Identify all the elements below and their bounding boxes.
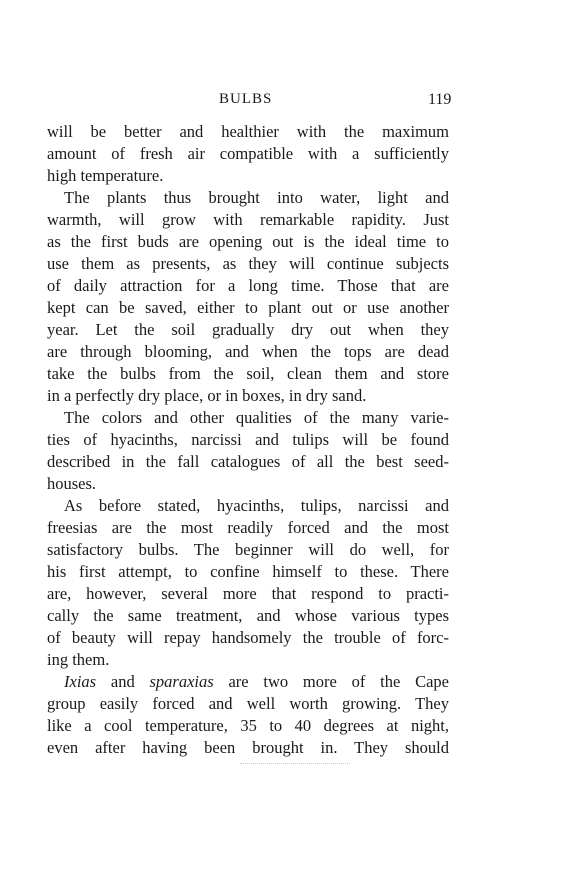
print-smudge bbox=[240, 763, 350, 766]
text-line: cally the same treatment, and whose various types bbox=[47, 606, 449, 625]
running-head-title: BULBS bbox=[219, 91, 273, 107]
text-line: take the bulbs from the soil, clean them and store bbox=[47, 364, 449, 383]
text-line: ing them. bbox=[47, 650, 110, 669]
text-line: The colors and other qualities of the many varie- bbox=[64, 408, 449, 427]
page-number: 119 bbox=[428, 91, 452, 108]
text-line: in a perfectly dry place, or in boxes, in dry sand. bbox=[47, 386, 367, 405]
text-line: ties of hyacinths, narcissi and tulips will be found bbox=[47, 430, 449, 449]
line-rest-text: are two more of the Cape bbox=[213, 672, 449, 691]
text-line: group easily forced and well worth growing. They bbox=[47, 694, 449, 713]
text-line: like a cool temperature, 35 to 40 degrees at night, bbox=[47, 716, 449, 735]
italic-term-sparaxias: sparaxias bbox=[149, 672, 214, 691]
text-line: warmth, will grow with remarkable rapidity. Just bbox=[47, 210, 449, 229]
body-text bbox=[47, 121, 449, 759]
connector-text: and bbox=[96, 672, 150, 691]
text-line: satisfactory bulbs. The beginner will do well, for bbox=[47, 540, 449, 559]
text-line: high temperature. bbox=[47, 166, 164, 185]
text-line: of daily attraction for a long time. Those that are bbox=[47, 276, 449, 295]
text-line-italic-lead bbox=[47, 671, 449, 693]
text-line: his first attempt, to confine himself to these. There bbox=[47, 562, 449, 581]
text-line: as the first buds are opening out is the ideal time to bbox=[47, 232, 449, 251]
text-line: of beauty will repay handsomely the trouble of forc- bbox=[47, 628, 449, 647]
text-line: houses. bbox=[47, 474, 97, 493]
text-line: amount of fresh air compatible with a sufficiently bbox=[47, 144, 449, 163]
text-line: even after having been brought in. They should bbox=[47, 738, 449, 757]
text-line: will be better and healthier with the maximum bbox=[47, 122, 449, 141]
text-line: described in the fall catalogues of all the best seed- bbox=[47, 452, 449, 471]
text-line: The plants thus brought into water, light and bbox=[64, 188, 449, 207]
text-line: freesias are the most readily forced and the most bbox=[47, 518, 449, 537]
text-line: are, however, several more that respond to practi- bbox=[47, 584, 449, 603]
text-line: As before stated, hyacinths, tulips, narcissi and bbox=[64, 496, 449, 515]
text-line: use them as presents, as they will continue subjects bbox=[47, 254, 449, 273]
running-head bbox=[0, 91, 576, 115]
text-line: year. Let the soil gradually dry out when they bbox=[47, 320, 449, 339]
text-line: are through blooming, and when the tops are dead bbox=[47, 342, 449, 361]
text-line: kept can be saved, either to plant out or use another bbox=[47, 298, 449, 317]
italic-term-ixias: Ixias bbox=[64, 672, 97, 691]
